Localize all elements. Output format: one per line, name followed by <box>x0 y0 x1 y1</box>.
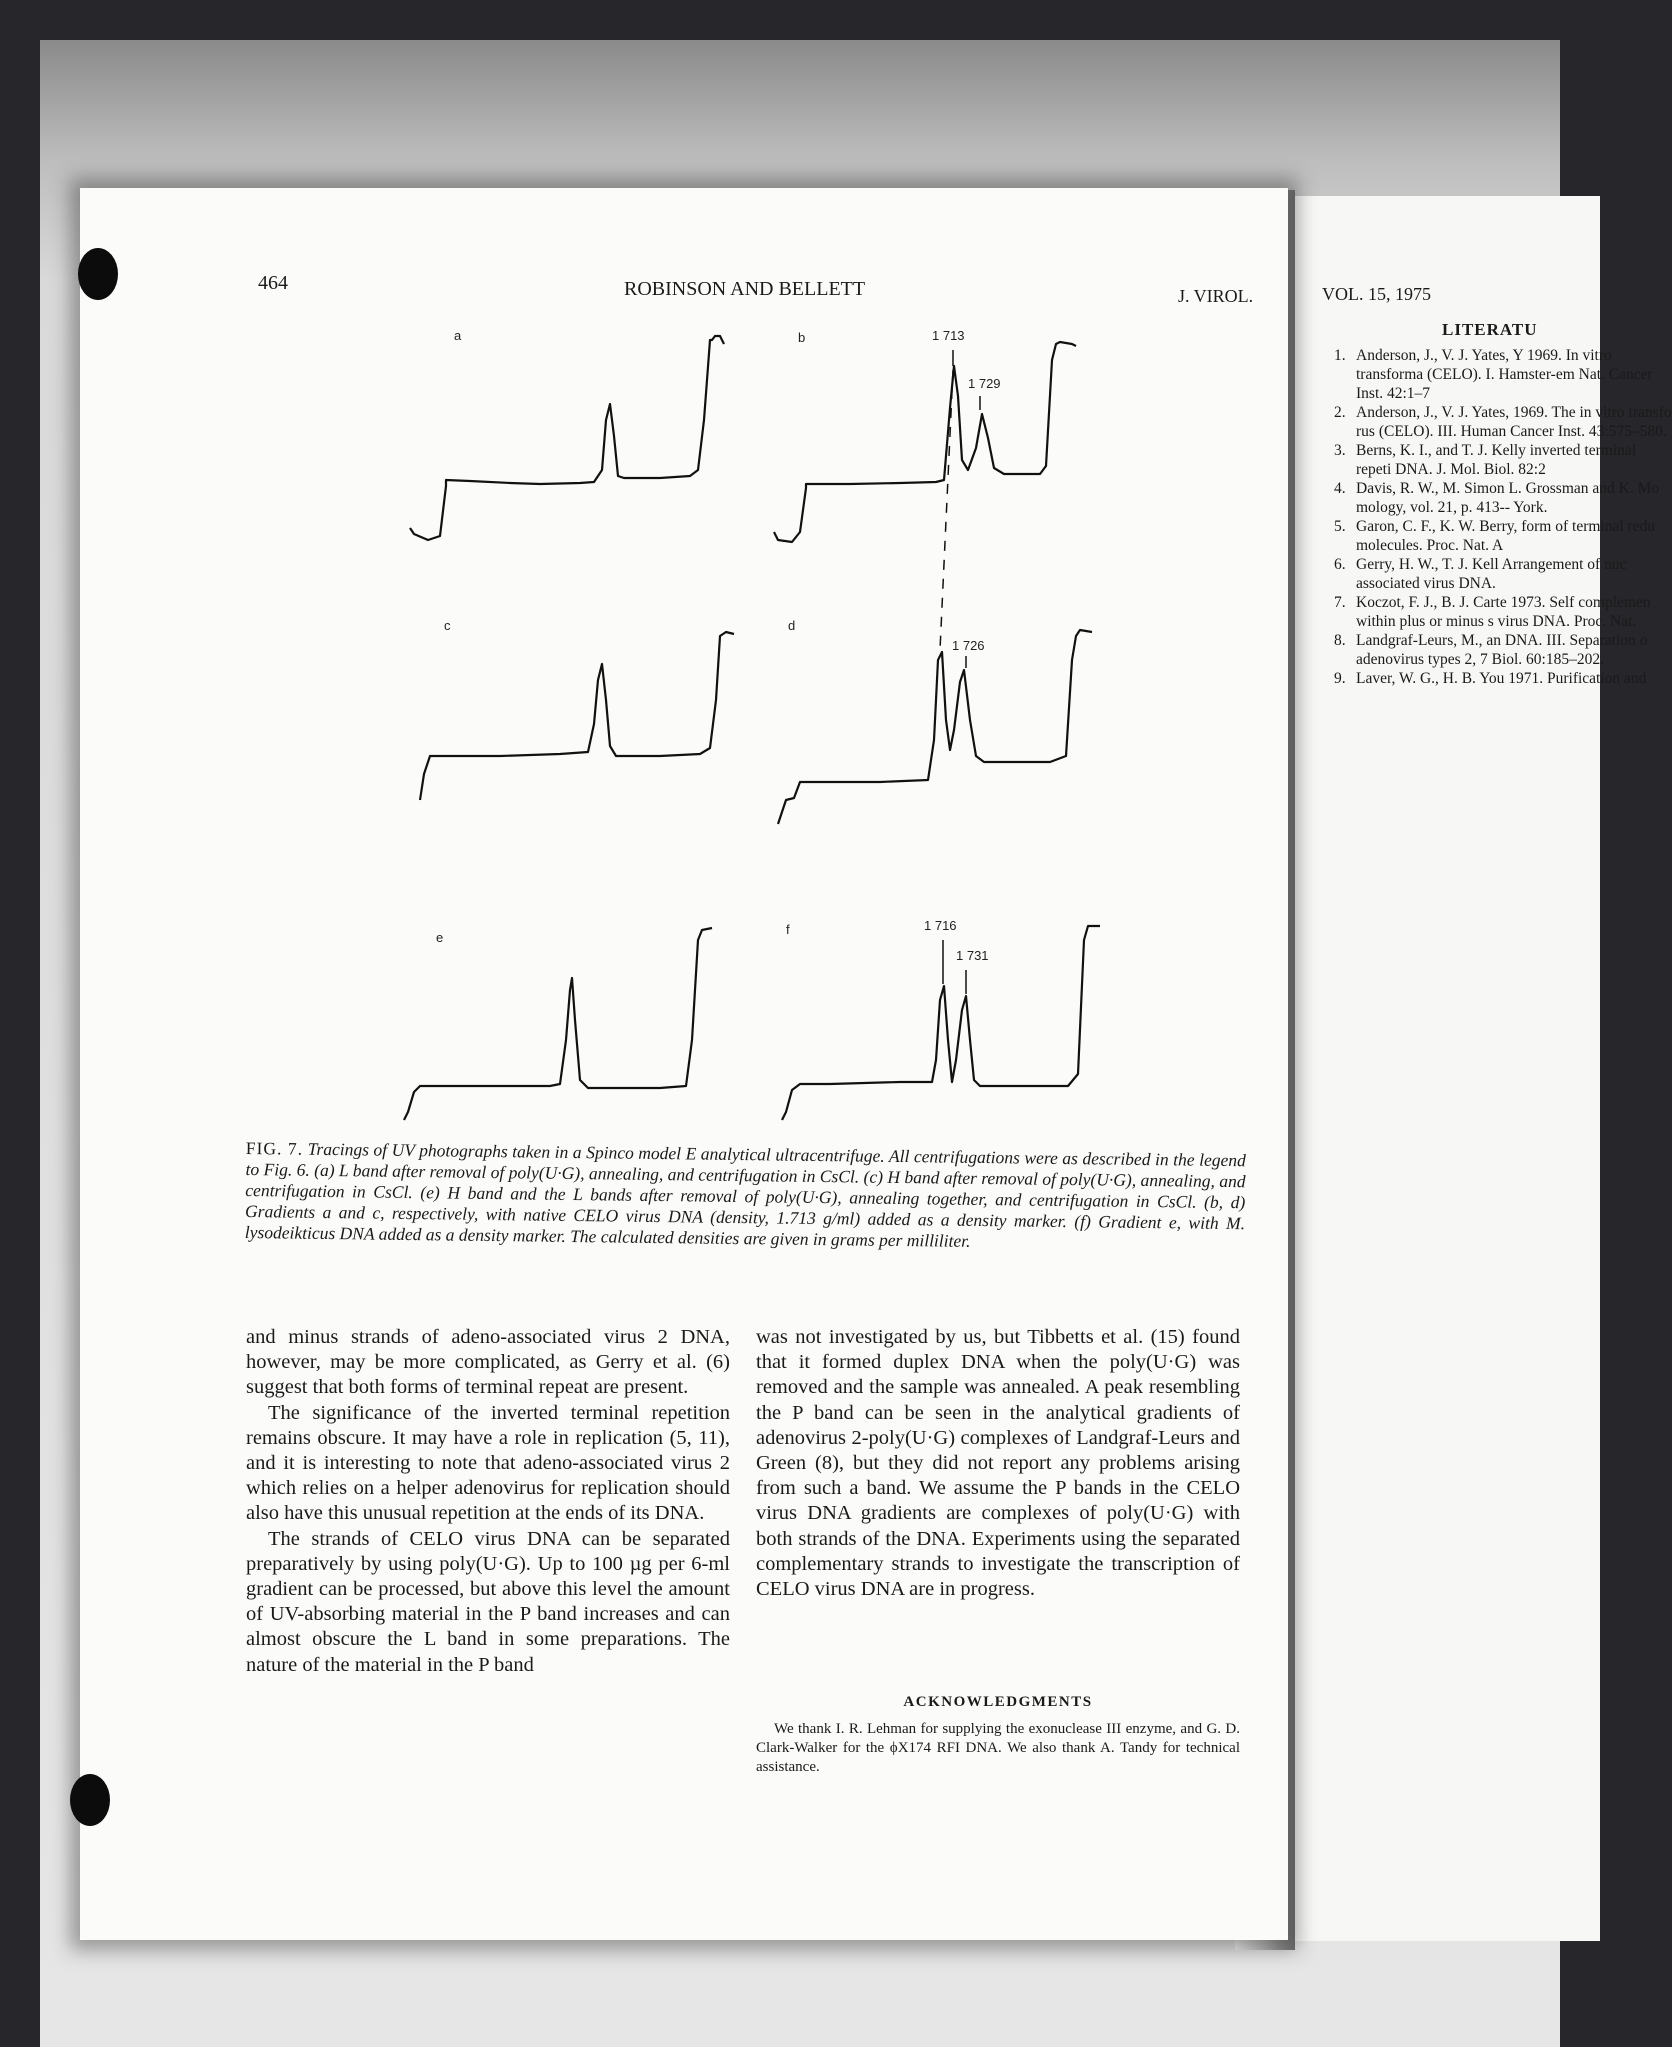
running-title: ROBINSON AND BELLETT <box>624 278 866 300</box>
reference-item <box>1312 441 1672 479</box>
reference-item <box>1312 669 1672 688</box>
reference-text: Davis, R. W., M. Simon L. Grossman and K. Mo mology, vol. 21, p. 413-- York. <box>1356 480 1660 516</box>
density-marker-f-1: 1 716 <box>924 918 957 933</box>
reference-item <box>1312 555 1672 593</box>
panel-label-c: c <box>444 618 451 633</box>
panel-label-a: a <box>454 328 462 343</box>
paragraph: The strands of CELO virus DNA can be separated preparatively by using poly(U·G). Up to 100 µg per 6-ml gradient can be processed, but above this level the amount of UV-absorbing material in the P band increases and can almost obscure the L band in some preparations. The nature of the material in the P band <box>246 1527 730 1676</box>
panel-label-e: e <box>436 930 444 945</box>
reference-text: Anderson, J., V. J. Yates, Y 1969. In vitro transforma (CELO). I. Hamster-em Nat. Cancer Inst. 42:1–7 <box>1356 347 1653 402</box>
reference-number: 4. <box>1334 480 1346 497</box>
reference-text: Landgraf-Leurs, M., an DNA. III. Separation o adenovirus types 2, 7 Biol. 60:185–202. <box>1356 632 1648 668</box>
paragraph: The significance of the inverted terminal repetition remains obscure. It may have a role in replication (5, 11), and it is interesting to note that adeno-associated virus 2 which relies on a helper adenovirus for replication should also have this unusual repetition at the ends of its DNA. <box>246 1401 730 1525</box>
reference-number: 9. <box>1334 670 1346 687</box>
reference-text: Laver, W. G., H. B. You 1971. Purification and <box>1356 670 1647 687</box>
references-heading: LITERATU <box>1442 320 1538 339</box>
reference-text: Anderson, J., V. J. Yates, 1969. The in vitro transfo rus (CELO). III. Human Cancer Inst. 43:575–580. <box>1356 404 1672 440</box>
figure-caption <box>245 1138 1246 1255</box>
reference-text: Berns, K. I., and T. J. Kelly inverted terminal repeti DNA. J. Mol. Biol. 82:2 <box>1356 442 1637 478</box>
density-marker-f-2: 1 731 <box>956 948 989 963</box>
caption-text: Tracings of UV photographs taken in a Spinco model E analytical ultracentrifuge. All centrifugations were as described in the legend to Fig. 6. (a) L band after removal of poly(U·G), annealing, and centrifugation in CsCl. (c) H band after removal of poly(U·G), annealing, and centrifugation in CsCl. (e) H band and the L bands after removal of poly(U·G), annealing together, and centrifugation in CsCl. (b, d) Gradients a and c, respectively, with native CELO virus DNA (density, 1.713 g/ml) added as a density marker. (f) Gradient e, with M. lysodeikticus DNA added as a density marker. The calculated densities are given in grams per milliliter. <box>244 1138 1246 1251</box>
panel-label-f: f <box>786 922 790 937</box>
reference-item <box>1312 593 1672 631</box>
reference-item <box>1312 479 1672 517</box>
reference-text: Koczot, F. J., B. J. Carte 1973. Self complemen within plus or minus s virus DNA. Proc. Nat. <box>1356 594 1651 630</box>
reference-number: 6. <box>1334 556 1346 573</box>
panel-label-d: d <box>788 618 796 633</box>
acknowledgments-text: We thank I. R. Lehman for supplying the exonuclease III enzyme, and G. D. Clark-Walker for the ϕX174 RFI DNA. We also thank A. Tandy for technical assistance. <box>756 1721 1240 1775</box>
acknowledgments-heading: ACKNOWLEDGMENTS <box>903 1694 1093 1710</box>
paragraph: was not investigated by us, but Tibbetts et al. (15) found that it formed duplex DNA when the poly(U·G) was removed and the sample was annealed. A peak resembling the P band can be seen in the analytical gradients of adenovirus 2-poly(U·G) complexes of Landgraf-Leurs and Green (8), but they did not report any problems arising from such a band. We assume the P bands in the CELO virus DNA gradients are complexes of poly(U·G) with both strands of the DNA. Experiments using the separated complementary strands to investigate the transcription of CELO virus DNA are in progress. <box>756 1326 1240 1601</box>
density-marker-b-1: 1 713 <box>932 328 965 343</box>
reference-text: Garon, C. F., K. W. Berry, form of terminal redu molecules. Proc. Nat. A <box>1356 518 1656 554</box>
journal-name: J. VIROL. <box>1178 286 1254 306</box>
reference-item <box>1312 517 1672 555</box>
reference-item <box>1312 403 1672 441</box>
figure-label: FIG. 7. <box>245 1138 304 1159</box>
references-list <box>1312 346 1672 688</box>
reference-number: 1. <box>1334 347 1346 364</box>
density-marker-b-2: 1 729 <box>968 376 1001 391</box>
reference-item <box>1312 631 1672 669</box>
reference-number: 3. <box>1334 442 1346 459</box>
reference-number: 8. <box>1334 632 1346 649</box>
density-marker-d-1: 1 726 <box>952 638 985 653</box>
page-number: 464 <box>258 272 288 294</box>
reference-number: 5. <box>1334 518 1346 535</box>
panel-label-b: b <box>798 330 806 345</box>
reference-item <box>1312 346 1672 403</box>
paragraph: and minus strands of adeno-associated virus 2 DNA, however, may be more complicated, as Gerry et al. (6) suggest that both forms of terminal repeat are present. <box>246 1326 730 1399</box>
punch-hole-bottom <box>70 1774 110 1826</box>
running-head-right: VOL. 15, 1975 <box>1322 284 1431 304</box>
reference-text: Gerry, H. W., T. J. Kell Arrangement of nuc associated virus DNA. <box>1356 556 1627 592</box>
right-column <box>756 1325 1240 1602</box>
reference-number: 2. <box>1334 404 1346 421</box>
left-column <box>246 1325 730 1678</box>
punch-hole-top <box>78 248 118 300</box>
facing-page <box>1292 196 1672 1941</box>
reference-number: 7. <box>1334 594 1346 611</box>
